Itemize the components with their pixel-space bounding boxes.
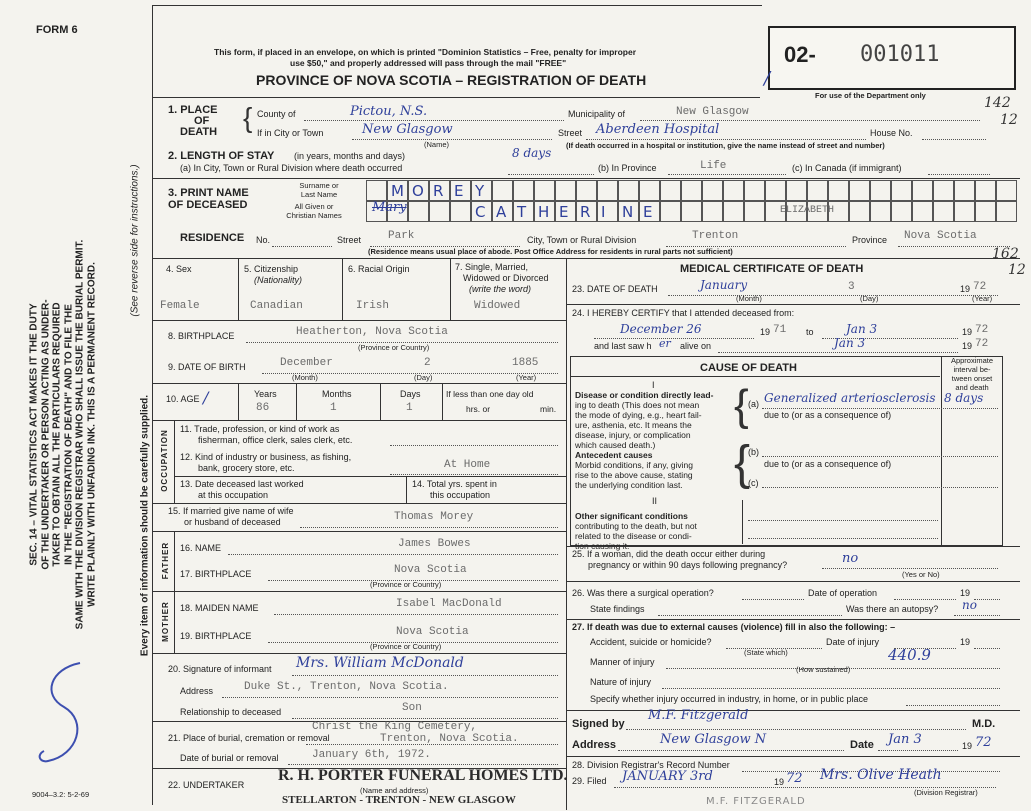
father-name-label: 16. NAME <box>180 543 222 553</box>
surname-cell <box>828 180 849 201</box>
surname-letter: M <box>391 182 404 200</box>
residence-label: RESIDENCE <box>180 232 245 244</box>
dob-day-caption: (Day) <box>414 373 433 382</box>
dob-label: 9. DATE OF BIRTH <box>168 362 246 372</box>
surname-cell <box>597 180 618 201</box>
alive-year-prefix: 19 <box>962 341 973 351</box>
citizenship-label: 5. Citizenship <box>244 264 299 274</box>
given-name-cell <box>975 201 996 222</box>
md-label: M.D. <box>972 718 996 730</box>
death-year-prefix: 19 <box>960 284 971 294</box>
given-name-cell <box>744 201 765 222</box>
signed-label: Signed by <box>572 718 625 730</box>
footer-code: 9004–3.2: 5-2-69 <box>32 790 90 799</box>
reg-number: 001011 <box>860 42 940 67</box>
filed-label: 29. Filed <box>572 776 607 786</box>
undertaker-label: 22. UNDERTAKER <box>168 780 245 790</box>
death-month-caption: (Month) <box>736 294 762 303</box>
operation-year: 19 <box>960 588 971 598</box>
surname-cell <box>492 180 513 201</box>
racial-value: Irish <box>356 300 390 312</box>
surname-letter: E <box>454 182 464 200</box>
occupation-q12-value: At Home <box>444 459 491 471</box>
side-line-4: IN THE "REGISTRATION OF DEATH" AND TO FILE THE <box>63 304 74 565</box>
sex-label: 4. Sex <box>166 264 192 274</box>
side-line-2: OF THE UNDERTAKER OR PERSON ACTING AS UNDER- <box>40 299 51 570</box>
dob-month: December <box>280 357 333 369</box>
occupation-side-label: OCCUPATION <box>159 429 169 492</box>
residence-city-value: Trenton <box>692 230 739 242</box>
mail-notice-2: use $50," and properly addressed will pass through the mail "FREE" <box>290 58 567 68</box>
death-year: 72 <box>973 281 987 293</box>
signer-year: 72 <box>975 735 992 750</box>
given-name-cell <box>660 201 681 222</box>
hrs-label: hrs. or <box>466 404 491 414</box>
given-name-cell <box>408 201 429 222</box>
alive-year: 72 <box>975 338 989 350</box>
surname-cell <box>891 180 912 201</box>
side-line-7: Every item of information should be carefully supplied. <box>139 394 151 657</box>
house-label: House No. <box>870 128 913 138</box>
birthplace-value: Heatherton, Nova Scotia <box>296 326 448 338</box>
given-struck: Mary <box>372 200 407 215</box>
municipality-value: New Glasgow <box>676 106 749 118</box>
last-saw-label: and last saw h <box>594 341 652 351</box>
given-name-letter: A <box>496 203 507 221</box>
surname-cell <box>555 180 576 201</box>
injury-year: 19 <box>960 637 971 647</box>
stay-canada-label: (c) In Canada (if immigrant) <box>792 163 902 173</box>
cause-b-label: (b) <box>748 447 759 457</box>
years-label: Years <box>254 389 277 399</box>
given-name-letter: R <box>580 203 591 221</box>
county-label: County of <box>257 109 296 119</box>
surname-letter: R <box>433 182 444 200</box>
given-name-cell <box>933 201 954 222</box>
informant-address-value: Duke St., Trenton, Nova Scotia. <box>244 681 449 693</box>
residence-province-value: Nova Scotia <box>904 230 977 242</box>
dob-year-caption: (Year) <box>516 373 537 382</box>
dob-day: 2 <box>424 357 431 369</box>
citizenship-value: Canadian <box>250 300 303 312</box>
surname-cell <box>576 180 597 201</box>
surname-cell <box>954 180 975 201</box>
death-day-caption: (Day) <box>860 294 879 303</box>
operation-label: 26. Was there a surgical operation? <box>572 588 714 598</box>
relationship-label: Relationship to deceased <box>180 707 282 717</box>
racial-label: 6. Racial Origin <box>348 264 410 274</box>
burial-date-value: January 6th, 1972. <box>312 749 431 761</box>
age-label: 10. AGE <box>166 394 200 404</box>
given-name-letter: C <box>475 203 486 221</box>
given-extra: ELIZABETH <box>780 205 835 216</box>
city-name-caption: (Name) <box>424 140 450 149</box>
undertaker-caption: (Name and address) <box>360 786 429 795</box>
surname-cell <box>366 180 387 201</box>
stay-city-label: (a) In City, Town or Rural Division where death occurred <box>180 163 403 173</box>
relationship-value: Son <box>402 702 422 714</box>
street-value: Aberdeen Hospital <box>596 122 720 137</box>
side-line-1: SEC. 14 – VITAL STATISTICS ACT MAKES IT THE DUTY <box>28 303 40 566</box>
surname-cell <box>765 180 786 201</box>
death-day: 3 <box>848 281 855 293</box>
min-label: min. <box>540 404 557 414</box>
given-name-cell <box>723 201 744 222</box>
interval-label: Approximate interval be- tween onset and death <box>950 356 994 392</box>
surname-cell <box>681 180 702 201</box>
registrar-signature: Mrs. Olive Heath <box>820 767 942 783</box>
autopsy-value: no <box>962 598 977 612</box>
antecedent-label: Antecedent causes Morbid conditions, if any, giving rise to the above cause, stating the underlying condition last. <box>575 450 693 490</box>
attended-to: Jan 3 <box>846 322 878 336</box>
alive-value: Jan 3 <box>834 336 866 350</box>
attended-to-year-prefix: 19 <box>962 327 973 337</box>
surname-cell <box>744 180 765 201</box>
given-name-letter: E <box>559 203 569 221</box>
due-to-2: due to (or as a consequence of) <box>764 459 892 469</box>
state-findings-label: State findings <box>590 604 645 614</box>
city-value: New Glasgow <box>362 122 453 137</box>
given-name-cell <box>954 201 975 222</box>
signer-date-label: Date <box>850 739 874 751</box>
surname-label: Surname or Last Name <box>299 181 339 199</box>
age-check-icon: / <box>203 388 209 407</box>
given-name-cell <box>996 201 1017 222</box>
side-line-5: SAME WITH THE DIVISION REGISTRAR WHO SHALL ISSUE THE BURIAL PERMIT. <box>74 239 86 630</box>
surname-cell <box>639 180 660 201</box>
sex-value: Female <box>160 300 200 312</box>
given-name-letter: E <box>643 203 653 221</box>
burial-place-label: 21. Place of burial, cremation or removal <box>168 733 330 743</box>
occupation-q12: 12. Kind of industry or business, as fishing, bank, grocery store, etc. <box>180 452 352 473</box>
marital-label: 7. Single, Married, Widowed or Divorced (write the word) <box>455 262 549 294</box>
registrar-caption: (Division Registrar) <box>914 788 978 797</box>
hospital-note: (If death occurred in a hospital or institution, give the name instead of street and number) <box>566 141 885 150</box>
disease-brace-icon: { <box>734 381 749 430</box>
father-birthplace-value: Nova Scotia <box>394 564 467 576</box>
months-value: 1 <box>330 402 337 414</box>
name-label: 3. PRINT NAME OF DECEASED <box>168 187 249 211</box>
mother-caption: (Province or Country) <box>370 642 442 651</box>
margin-code-2: 12 <box>1000 112 1018 128</box>
given-name-letter: H <box>538 203 550 221</box>
municipality-label: Municipality of <box>568 109 626 119</box>
citizenship-sub: (Nationality) <box>254 275 303 285</box>
attended-label: 24. I HEREBY CERTIFY that I attended deceased from: <box>572 308 795 318</box>
street-label: Street <box>558 128 583 138</box>
place-brace-icon: { <box>243 102 253 133</box>
surname-cell <box>660 180 681 201</box>
given-name-cell <box>681 201 702 222</box>
place-label: 1. PLACE OF DEATH <box>168 104 218 138</box>
cause-a-value: Generalized arteriosclerosis <box>764 391 936 405</box>
marital-value: Widowed <box>474 300 521 312</box>
father-side-label: FATHER <box>161 541 171 580</box>
dob-month-caption: (Month) <box>292 373 318 382</box>
date-operation-label: Date of operation <box>808 588 878 598</box>
antecedent-brace-icon: { <box>734 437 751 490</box>
given-name-cell <box>912 201 933 222</box>
residence-no-label: No. <box>256 235 271 245</box>
informant-address-label: Address <box>180 686 214 696</box>
attended-to-year: 72 <box>975 324 989 336</box>
county-value: Pictou, N.S. <box>350 104 428 119</box>
mother-maiden-value: Isabel MacDonald <box>396 598 502 610</box>
occupation-q11: 11. Trade, profession, or kind of work as fisherman, office clerk, sales clerk, etc. <box>180 424 353 445</box>
given-name-cell <box>849 201 870 222</box>
undertaker-stamp-1: R. H. PORTER FUNERAL HOMES LTD. <box>278 767 568 784</box>
cod-title: CAUSE OF DEATH <box>700 362 797 374</box>
given-name-cell <box>429 201 450 222</box>
burial-place-value-1: Christ the King Cemetery, <box>312 721 478 733</box>
mother-birthplace-label: 19. BIRTHPLACE <box>180 631 252 641</box>
given-name-cell <box>702 201 723 222</box>
undertaker-stamp-2: STELLARTON - TRENTON - NEW GLASGOW <box>282 794 516 806</box>
surname-cell <box>975 180 996 201</box>
filed-value: JANUARY 3rd <box>622 769 713 784</box>
father-name-value: James Bowes <box>398 538 471 550</box>
side-instructions <box>29 145 98 725</box>
surname-cell <box>786 180 807 201</box>
side-line-8: (See reverse side for instructions.) <box>129 164 141 317</box>
cause-a-label: (a) <box>748 399 759 409</box>
surname-cell <box>870 180 891 201</box>
pregnancy-value: no <box>842 551 859 566</box>
autopsy-label: Was there an autopsy? <box>846 604 939 614</box>
to-label: to <box>806 327 814 337</box>
due-to-1: due to (or as a consequence of) <box>764 410 892 420</box>
medical-title: MEDICAL CERTIFICATE OF DEATH <box>680 263 864 275</box>
surname-letter: O <box>412 182 424 200</box>
residence-street-label: Street <box>337 235 362 245</box>
given-name-cell <box>891 201 912 222</box>
less-label: If less than one day old <box>446 389 534 399</box>
surname-cell <box>702 180 723 201</box>
given-label: All Given or Christian Names <box>286 202 342 220</box>
signer-address-label: Address <box>572 739 617 751</box>
residence-street-value: Park <box>388 230 415 242</box>
nature-label: Nature of injury <box>590 677 652 687</box>
name-letter-grid <box>366 180 1018 222</box>
death-date-label: 23. DATE OF DEATH <box>572 284 658 294</box>
years-value: 86 <box>256 402 270 414</box>
stay-city-value: 8 days <box>512 146 552 160</box>
informant-sig-value: Mrs. William McDonald <box>296 655 464 671</box>
margin-code-3: 162 <box>992 246 1019 262</box>
stay-province-value: Life <box>700 160 727 172</box>
given-name-letter: I <box>601 203 606 221</box>
disease-label: Disease or condition directly lead- ing to death (This does not mean the mode of dying, e.g., heart fail- ure, asthenia, etc. It means the disease, injury, or complication which caused death.) <box>575 390 714 450</box>
spouse-value: Thomas Morey <box>394 511 474 523</box>
given-name-letter: N <box>622 203 634 221</box>
surname-cell <box>513 180 534 201</box>
mother-maiden-label: 18. MAIDEN NAME <box>180 603 259 613</box>
state-which-caption: (State which) <box>744 648 788 657</box>
surname-cell <box>933 180 954 201</box>
mother-side-label: MOTHER <box>160 601 170 642</box>
side-line-3: TAKER TO OBTAIN ALL THE PARTICULARS REQUIRED <box>51 302 63 567</box>
days-label: Days <box>400 389 421 399</box>
surname-cell <box>807 180 828 201</box>
signer-address-value: New Glasgow N <box>660 732 767 747</box>
months-label: Months <box>322 389 352 399</box>
burial-place-value-2: Trenton, Nova Scotia. <box>380 733 519 745</box>
cause-a-interval: 8 days <box>944 391 984 405</box>
filed-year: 72 <box>786 771 803 786</box>
form-label: FORM 6 <box>36 24 78 36</box>
given-name-cell <box>450 201 471 222</box>
filed-year-prefix: 19 <box>774 777 785 787</box>
external-causes-label: 27. If death was due to external causes (violence) fill in also the following: – <box>572 622 896 632</box>
margin-code-1: 142 <box>984 95 1011 111</box>
record-number-label: 28. Division Registrar's Record Number <box>572 760 730 770</box>
date-injury-label: Date of injury <box>826 637 880 647</box>
bottom-stamp: M.F. FITZGERALD <box>706 796 806 807</box>
margin-code-4: 12 <box>1008 262 1026 278</box>
dob-year: 1885 <box>512 357 539 369</box>
roman-two: II <box>652 496 658 506</box>
city-label: If in City or Town <box>257 128 324 138</box>
stay-province-label: (b) In Province <box>598 163 657 173</box>
cause-c-label: (c) <box>748 478 759 488</box>
attended-from-year-prefix: 19 <box>760 327 771 337</box>
accident-label: Accident, suicide or homicide? <box>590 637 712 647</box>
manner-code: 440.9 <box>888 646 931 664</box>
surname-cell <box>723 180 744 201</box>
surname-cell <box>996 180 1017 201</box>
alive-label: alive on <box>680 341 712 351</box>
last-saw-value: er <box>659 337 671 350</box>
death-month: January <box>700 278 748 292</box>
tick-mark-icon: / <box>764 68 771 89</box>
surname-cell <box>618 180 639 201</box>
reg-prefix: 02- <box>784 42 816 67</box>
spouse-label: 15. If married give name of wife or husband of deceased <box>168 506 294 527</box>
birthplace-label: 8. BIRTHPLACE <box>168 331 235 341</box>
surname-letter: Y <box>475 182 485 200</box>
page-title: PROVINCE OF NOVA SCOTIA – REGISTRATION OF DEATH <box>256 72 647 88</box>
father-birthplace-label: 17. BIRTHPLACE <box>180 569 252 579</box>
burial-date-label: Date of burial or removal <box>180 753 279 763</box>
surname-cell <box>912 180 933 201</box>
stay-label: 2. LENGTH OF STAY <box>168 150 275 162</box>
birthplace-caption: (Province or Country) <box>358 343 430 352</box>
registration-number-box <box>768 26 1016 90</box>
surname-cell <box>849 180 870 201</box>
informant-sig-label: 20. Signature of informant <box>168 664 272 674</box>
dept-use: For use of the Department only <box>815 91 926 100</box>
attended-from-year: 71 <box>773 324 787 336</box>
residence-city-label: City, Town or Rural Division <box>527 235 637 245</box>
occupation-q14: 14. Total yrs. spent in this occupation <box>412 479 497 500</box>
manner-label: Manner of injury <box>590 657 655 667</box>
signer-date-value: Jan 3 <box>888 732 922 747</box>
signed-value: M.F. Fitzgerald <box>648 708 749 723</box>
death-year-caption: (Year) <box>972 294 993 303</box>
given-name-cell <box>870 201 891 222</box>
stay-sub: (in years, months and days) <box>294 151 406 161</box>
how-sustained-caption: (How sustained) <box>796 665 851 674</box>
surname-cell <box>534 180 555 201</box>
given-name-letter: T <box>517 203 527 221</box>
mail-notice-1: This form, if placed in an envelope, on which is printed "Dominion Statistics – Free, penalty for improper <box>214 47 637 57</box>
pregnancy-label: 25. If a woman, did the death occur either during pregnancy or within 90 days following pregnancy? <box>572 549 788 570</box>
roman-one: I <box>652 380 655 390</box>
attended-from: December 26 <box>620 322 702 336</box>
specify-label: Specify whether injury occurred in industry, in home, or in public place <box>590 694 868 704</box>
yes-no-caption: (Yes or No) <box>902 570 940 579</box>
margin-scribble-icon <box>30 655 100 775</box>
side-line-6: WRITE PLAINLY WITH UNFADING INK. THIS IS A PERMANENT RECORD. <box>86 262 97 607</box>
other-conditions-label: Other significant conditions contributing to the death, but not related to the disease or condi- tion causing it. <box>575 511 697 551</box>
father-caption: (Province or Country) <box>370 580 442 589</box>
signer-year-prefix: 19 <box>962 741 973 751</box>
occupation-q13: 13. Date deceased last worked at this occupation <box>180 479 304 500</box>
mother-birthplace-value: Nova Scotia <box>396 626 469 638</box>
residence-province-label: Province <box>852 235 888 245</box>
days-value: 1 <box>406 402 413 414</box>
residence-note: (Residence means usual place of abode. Post Office Address for residents in rural parts not sufficient) <box>368 247 733 256</box>
